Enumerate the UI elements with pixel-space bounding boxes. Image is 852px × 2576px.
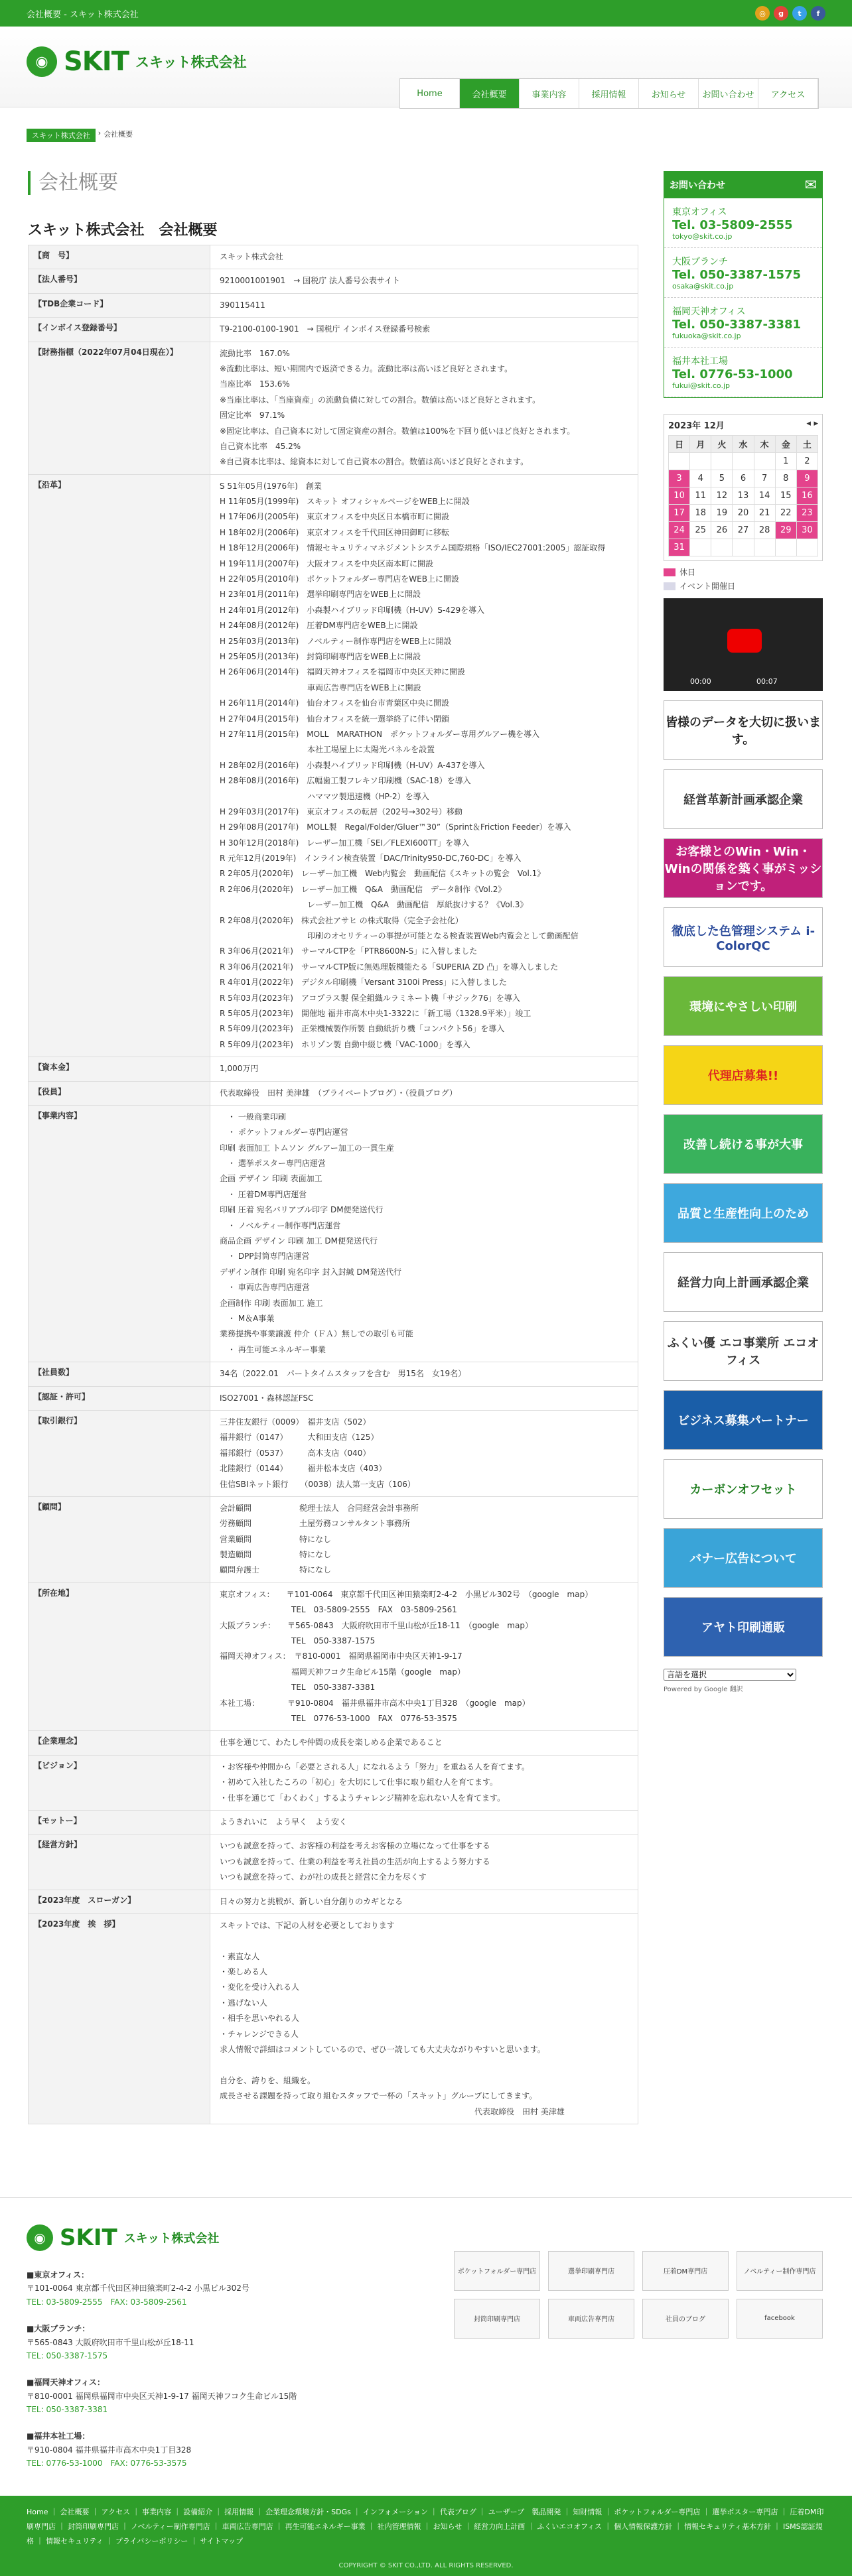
site-logo[interactable] [27,46,247,77]
info-row [29,1810,638,1834]
mail-icon: ✉ [804,176,817,194]
calendar-title: 2023年 12月 [668,421,725,431]
calendar-day: 11 [690,487,711,505]
footer-address [27,2322,425,2362]
side-banner[interactable]: ふくい優 エコ事業所 エコオフィス [664,1321,823,1381]
nav-contact[interactable]: お問い合わせ [699,79,758,108]
calendar-week [669,487,818,505]
nav-business[interactable]: 事業内容 [520,79,579,108]
office-tel[interactable]: Tel. 050-3387-1575 [672,268,802,282]
office-name: 福岡天神オフィス [672,306,746,317]
calendar-day: 16 [796,487,817,505]
footer-address-line: 〒565-0843 大阪府吹田市千里山松が丘18-11 [27,2337,194,2347]
footer-address-tel[interactable]: TEL: 050-3387-3381 [27,2405,108,2415]
footer-address-tel[interactable]: TEL: 050-3387-1575 [27,2351,108,2360]
side-banner[interactable]: お客様とのWin・Win・Winの関係を築く事がミッションです。 [664,838,823,898]
calendar-day: 4 [690,470,711,487]
calendar-day [754,539,775,556]
video-time: 00:00 [690,677,711,686]
info-label: 【事業内容】 [29,1105,210,1362]
google-plus-icon[interactable]: g [774,6,788,21]
side-banner[interactable]: ビジネス募集パートナー [664,1390,823,1450]
nav-recruit[interactable]: 採用情報 [579,79,639,108]
side-banner[interactable]: 環境にやさしい印刷 [664,976,823,1036]
calendar-day [775,539,796,556]
info-row [29,1890,638,1913]
office-mail[interactable]: fukui@skit.co.jp [672,381,730,390]
calendar-day: 14 [754,487,775,505]
calendar-week [669,453,818,470]
twitter-icon[interactable]: t [792,6,807,21]
calendar-week [669,522,818,539]
footer-links[interactable]: Home ｜ 会社概要 ｜ アクセス ｜ 事業内容 ｜ 設備紹介 ｜ 採用情報 ｜ 企業理念環境方針・SDGs ｜ インフォメーション ｜ 代表ブログ ｜ ユーザーブ 製品開発 ｜ 知財情報 ｜ ポケットフォルダー専門店 ｜ 選挙ポスター専門店 ｜ 圧着DM印刷専門店 ｜ 封筒印刷専門店 ｜ ノベルティー制作専門店 ｜ 車両広告専門店 ｜ 再生可能エネルギー事業 ｜ 社内管理情報 ｜ お知らせ ｜ 経営力向上計画 ｜ ふくいエコオフィス ｜ 個人情報保護方針 ｜ 情報セキュリティ基本方針 ｜ ISMS認証規格 ｜ 情報セキュリティ ｜ プライバシーポリシー ｜ サイトマップ [0,2496,852,2558]
side-banner[interactable]: アヤト印刷通販 [664,1597,823,1657]
calendar-day [733,539,754,556]
info-row [29,1582,638,1731]
calendar-day: 22 [775,505,796,522]
calendar-day [690,539,711,556]
info-value: 代表取締役 田村 美津雄 （ブライベートブログ）・（役員ブログ） [210,1081,638,1105]
nav-news[interactable]: お知らせ [639,79,699,108]
info-label: 【取引銀行】 [29,1410,210,1496]
office-item [664,248,822,298]
calendar-weekday: 木 [754,436,775,453]
info-row [29,1386,638,1410]
global-nav [399,78,819,109]
calendar-day [733,453,754,470]
logo-mark-icon: ◉ [27,46,57,77]
video-total: 00:07 [756,677,778,686]
office-tel[interactable]: Tel. 0776-53-1000 [672,367,793,381]
nav-access[interactable]: アクセス [758,79,818,108]
event-swatch [664,582,675,590]
footer-banner[interactable]: 選挙印刷専門店 [548,2251,634,2291]
info-value: 日々の努力と挑戦が、新しい自分創りのカギとなる [210,1890,638,1913]
calendar-day: 19 [711,505,733,522]
calendar-weekday: 金 [775,436,796,453]
info-label: 【2023年度 スローガン】 [29,1890,210,1913]
calendar-nav-icon[interactable]: ◂ ▸ [806,419,818,428]
calendar-day: 15 [775,487,796,505]
sidebar [664,171,823,2124]
footer-address-line: 〒810-0001 福岡県福岡市中央区天神1-9-17 福岡天神フコク生命ビル15階 [27,2391,297,2401]
info-label: 【モットー】 [29,1810,210,1834]
side-banner[interactable]: 皆様のデータを大切に扱います。 [664,700,823,760]
calendar-day: 27 [733,522,754,539]
info-label: 【インボイス登録番号】 [29,318,210,342]
info-value: S 51年05月(1976年) 創業 H 11年05月(1999年) スキット オフィシャルページをWEB上に開設 H 17年06月(2005年) 東京オフィスを中央区日本橋市町に開設 H 18年02月(2006年) 東京オフィスを千代田区神田御町に移転 H 18年12月(2006年) 情報セキュリティマネジメントシステム国際規格「ISO/IEC27001:2005」認証取得 H 19年11月(2007年) 大阪オフィスを中央区南本町に開設 H 22年05月(2010年) ポケットフォルダー専門店をWEB上に開設 H 23年01月(2011年) 選挙印刷専門店をWEB上に開設 H 24年01月(2012年) 小森製ハイブリッド印刷機（H-UV）S-429を導入 H 24年08月(2012年) 圧着DM専門店をWEB上に開設 H 25年03月(2013年) ノベルティー制作専門店をWEB上に開設 H 25年05月(2013年) 封筒印刷専門店をWEB上に開設 H 26年06月(2014年) 福岡天神オフィスを福岡市中央区天神に開設 車両広告専門店をWEB上に開設 H 26年11月(2014年) 仙台オフィスを仙台市青葉区中央に開設 H 27年04月(2015年) 仙台オフィスを統一選挙終了に伴い閉鎖 H 27年11月(2015年) MOLL MARATHON ポケットフォルダー専用グルアー機を導入 本社工場屋上に太陽光パネルを設置 H 28年02月(2016年) 小森製ハイブリッド印刷機（H-UV）A-437を導入 H 28年08月(2016年) 広幅歯工製フレキソ印刷機（SAC-18）を導入 ハママツ製迅速機（HP-2）を導入 H 29年03月(2017年) 東京オフィスの転居（202号→302号）移動 H 29年08月(2017年) MOLL製 Regal/Folder/Gluer™30”（Sprint＆Friction Feeder）を導入 H 30年12月(2018年) レーザー加工機「SEI／FLEXI600TT」を導入 R 元年12月(2019年) インライン検査装置「DAC/Trinity950-DC,760-DC」を導入 R 2年05月(2020年) レーザー加工機 Web内覧会 動画配信《スキットの覧会 Vol.1》 R 2年06月(2020年) レーザー加工機 Q&A 動画配信 データ制作《Vol.2》 レーザー加工機 Q&A 動画配信 厚紙抜けする？《Vol.3》 R 2年08月(2020年) 株式会社アサヒ の株式取得（完全子会社化） 印刷のオセリティーの事提が可能となる検査装置Web内覧会として動画配信 R 3年06月(2021年) サーマルCTPを「PTR8600N-S」に入替しました R 3年06月(2021年) サーマルCTP版に無処理版機能たる「SUPERIA ZD 凸」を導入しました R 4年01月(2022年) デジタル印刷機「Versant 3100i Press」に入替しました R 5年03月(2023年) アコプラス製 保全組織ルラミネート機「サジック76」を導入 R 5年05月(2023年) 開催地 福井市高木中央1-3322に「新工場（1328.9平米）」竣工 R 5年09月(2023年) 正栄機械製作所製 自動紙折り機「コンパクト56」を導入 R 5年09月(2023年) ホリゾン製 自動中綴じ機「VAC-1000」を導入 [210,474,638,1057]
breadcrumb-home[interactable]: スキット株式会社 [27,129,96,142]
calendar-day: 10 [669,487,690,505]
info-value: いつも誠意を持って、お客様の利益を考えお客様の立場になって仕事をする いつも誠意を持って、仕業の利益を考え社員の生活が向上するよう努力する いつも誠意を持って、わが社の成長と経営に全力を尽くす [210,1835,638,1890]
footer-banner[interactable]: 圧着DM専門店 [642,2251,729,2291]
footer-logo-mark-icon: ◉ [27,2224,53,2251]
calendar-weekday: 日 [669,436,690,453]
section-title: スキット株式会社 会社概要 [28,222,218,239]
footer-address-title: ■福井本社工場： [27,2431,90,2441]
footer-address-line: 〒101-0064 東京都千代田区神田猿楽町2-4-2 小黒ビル302号 [27,2284,249,2293]
info-value: スキットでは、下記の人材を必要としております ・素直な人 ・楽しめる人 ・変化を受け入れる人 ・逃げない人 ・相手を思いやれる人 ・チャレンジできる人 求人情報で詳細はコメントしているので、ぜひ一読しても大丈夫ながりやすいと思います。 自分を、誇りを、組織を。 成長させる課題を持って取り組むスタッフで一杯の「スキット」グループにしてきます。 代表取締役 田村 美津雄 [210,1913,638,2124]
footer-banner[interactable]: 社員のブログ [642,2299,729,2339]
info-value: ・お客様や仲間から「必要とされる人」になれるよう「努力」を重ねる人を育てます。 ・初めて入社したころの「初心」を大切にして仕事に取り組む人を育てます。 ・仕事を通じて「わくわく」するようチャレンジ精神を忘れない人を育てます。 [210,1755,638,1810]
calendar-day: 9 [796,470,817,487]
office-item [664,298,822,348]
info-row [29,1057,638,1081]
top-bar [0,0,852,27]
social-links [755,6,825,21]
info-row [29,1081,638,1105]
footer-banner[interactable]: facebook [737,2299,823,2339]
contact-header[interactable] [664,172,822,198]
info-label: 【沿革】 [29,474,210,1057]
footer-address [27,2376,425,2416]
facebook-icon[interactable]: f [811,6,825,21]
office-tel[interactable]: Tel. 050-3387-3381 [672,318,802,332]
video-player[interactable] [664,598,823,691]
calendar-day: 30 [796,522,817,539]
info-label: 【役員】 [29,1081,210,1105]
info-row [29,1362,638,1386]
info-value: ISO27001・森林認証FSC [210,1386,638,1410]
info-label: 【認証・許可】 [29,1386,210,1410]
contact-title: お問い合わせ [670,180,725,191]
info-row [29,245,638,269]
info-value: スキット株式会社 [210,245,638,269]
rss-icon[interactable]: ◎ [755,6,770,21]
calendar-weekday: 水 [733,436,754,453]
side-banner[interactable]: 代理店募集!! [664,1045,823,1105]
legend-event: イベント開催日 [679,582,736,591]
main-content [28,171,638,2124]
calendar-day: 23 [796,505,817,522]
holiday-swatch [664,568,675,576]
footer-banner[interactable]: ポケットフォルダー専門店 [454,2251,540,2291]
office-name: 東京オフィス [672,207,727,218]
calendar-day: 20 [733,505,754,522]
office-name: 福井本社工場 [672,356,728,367]
info-label: 【商 号】 [29,245,210,269]
side-banner[interactable]: バナー広告について [664,1528,823,1588]
logo-text-en: SKIT [64,46,129,77]
info-label: 【2023年度 挨 拶】 [29,1913,210,2124]
info-row [29,1731,638,1755]
office-name: 大阪ブランチ [672,257,728,267]
footer-logo[interactable] [27,2224,825,2251]
info-row [29,1496,638,1582]
info-label: 【顧問】 [29,1496,210,1582]
info-row [29,1835,638,1890]
calendar-week [669,505,818,522]
info-row [29,293,638,317]
footer-address-line: 〒910-0804 福井県福井市高木中央1丁目328 [27,2445,192,2455]
info-value: ようきれいに よう早く よう安く [210,1810,638,1834]
calendar-day: 1 [775,453,796,470]
calendar-day: 25 [690,522,711,539]
info-row [29,1410,638,1496]
footer-banner[interactable]: 封筒印刷専門店 [454,2299,540,2339]
calendar-day: 21 [754,505,775,522]
side-banner[interactable]: カーボンオフセット [664,1459,823,1519]
logo-text-jp: スキット株式会社 [135,54,247,70]
info-label: 【企業理念】 [29,1731,210,1755]
info-value: 三井住友銀行（0009） 福井支店（502） 福井銀行（0147） 大和田支店（125） 福邦銀行（0537） 高木支店（040） 北陸銀行（0144） 福井松本支店（403） 住信SBIネット銀行 （0038）法人第一支店（106） [210,1410,638,1496]
calendar-weekday: 土 [796,436,817,453]
calendar-day: 7 [754,470,775,487]
side-banner[interactable]: 品質と生産性向上のため [664,1183,823,1243]
calendar-day [711,539,733,556]
footer-address-tel[interactable]: TEL: 0776-53-1000 FAX: 0776-53-3575 [27,2459,187,2469]
translate-select[interactable] [664,1669,796,1681]
info-value: ・ 一般商業印刷 ・ ポケットフォルダー専門店運営 印刷 表面加工 トムソン グルアー加工の一貫生産 ・ 選挙ポスター専門店運営 企画 デザイン 印刷 表面加工 ・ 圧着DM専門店運営 印刷 圧着 宛名バリアブル印字 DM便発送代行 ・ ノベルティー制作専門店運営 商品企画 デザイン 印刷 加工 DM便発送代行 ・ DPP封筒専門店運営 デザイン制作 印刷 宛名印字 封入封緘 DM発送代行 ・ 車両広告専門店運営 企画制作 印刷 表面加工 施工 ・ M＆A事業 業務提携や事業譲渡 仲介（ＦＡ）無しでの取引も可能 ・ 再生可能エネルギー事業 [210,1105,638,1362]
calendar-day [796,539,817,556]
side-banner[interactable]: 経営革新計画承認企業 [664,769,823,829]
office-mail[interactable]: tokyo@skit.co.jp [672,232,733,241]
info-value: 流動比率 167.0% ※流動比率は、短い期間内で返済できる力。流動比率は高いほど良好とされます。 当座比率 153.6% ※当座比率は、「当座資産」の流動負債に対しての割合。数値は高いほど良好とされます。 固定比率 97.1% ※固定比率は、自己資本に対して固定資産の割合。数値は100%を下回り低いほど良好とされます。 自己資本比率 45.2% ※自己資本比率は、総資本に対して自己資本の割合。数値は高いほど良好とされます。 [210,342,638,474]
footer-address-title: ■東京オフィス： [27,2270,90,2280]
info-value: 仕事を通じて、わたしや仲間の成長を楽しめる企業であること [210,1731,638,1755]
info-label: 【資本金】 [29,1057,210,1081]
footer-address [27,2429,425,2470]
office-item [664,198,822,248]
footer-logo-jp: スキット株式会社 [123,2231,220,2246]
info-label: 【ビジョン】 [29,1755,210,1810]
info-value: T9-2100-0100-1901 → 国税庁 インボイス登録番号検索 [210,318,638,342]
info-label: 【社員数】 [29,1362,210,1386]
info-row [29,269,638,293]
info-value: 1,000万円 [210,1057,638,1081]
info-row [29,1913,638,2124]
info-value: 東京オフィス： 〒101-0064 東京都千代田区神田猿楽町2-4-2 小黒ビル302号 （google map） TEL 03-5809-2555 FAX 03-5809-2561 大阪ブランチ： 〒565-0843 大阪府吹田市千里山松が丘18-11 （google map） TEL 050-3387-1575 福岡天神オフィス： 〒810-0001 福岡県福岡市中央区天神1-9-17 福岡天神フコク生命ビル15階（google map） TEL 050-3387-3381 本社工場： 〒910-0804 福井県福井市高木中央1丁目328 （google map） TEL 0776-53-1000 FAX 0776-53-3575 [210,1582,638,1731]
calendar-day: 5 [711,470,733,487]
info-label: 【所在地】 [29,1582,210,1731]
calendar-weekday: 火 [711,436,733,453]
info-label: 【財務指標（2022年07月04日現在）】 [29,342,210,474]
calendar-day: 8 [775,470,796,487]
footer-logo-en: SKIT [60,2224,117,2251]
calendar-week [669,470,818,487]
office-mail[interactable]: osaka@skit.co.jp [672,282,734,290]
translate-powered: Powered by Google 翻訳 [664,1686,743,1693]
calendar-day: 29 [775,522,796,539]
info-row [29,318,638,342]
calendar-day: 17 [669,505,690,522]
footer-address-title: ■大阪ブランチ： [27,2324,90,2334]
info-label: 【TDB企業コード】 [29,293,210,317]
office-tel[interactable]: Tel. 03-5809-2555 [672,218,793,232]
footer-address-title: ■福岡天神オフィス： [27,2378,106,2388]
info-value: 会計顧問 税理士法人 合同経営会計事務所 労務顧問 土屋労務コンサルタント事務所 営業顧問 特になし 製造顧問 特になし 顧問弁護士 特になし [210,1496,638,1582]
calendar [664,414,823,561]
info-label: 【法人番号】 [29,269,210,293]
calendar-day [754,453,775,470]
breadcrumb-sep: › [98,129,102,137]
office-item [664,348,822,397]
legend-holiday: 休日 [679,568,696,577]
calendar-weekday: 月 [690,436,711,453]
calendar-day: 26 [711,522,733,539]
side-banner[interactable]: 経営力向上計画承認企業 [664,1252,823,1312]
calendar-day [711,453,733,470]
calendar-day: 28 [754,522,775,539]
calendar-day [690,453,711,470]
calendar-day: 3 [669,470,690,487]
info-value: 9210001001901 → 国税庁 法人番号公表サイト [210,269,638,293]
info-row [29,342,638,474]
calendar-day [669,453,690,470]
info-row [29,1755,638,1810]
top-bar-title: 会社概要 - スキット株式会社 [27,9,139,20]
site-footer [0,2197,852,2496]
footer-banner[interactable]: 車両広告専門店 [548,2299,634,2339]
copyright: COPYRIGHT © SKIT CO.,LTD. ALL RIGHTS RESERVED. [0,2558,852,2576]
play-icon[interactable] [727,629,762,653]
calendar-week [669,539,818,556]
info-label: 【経営方針】 [29,1835,210,1890]
calendar-legend [664,566,823,592]
calendar-day: 6 [733,470,754,487]
footer-address-tel[interactable]: TEL: 03-5809-2555 FAX: 03-5809-2561 [27,2297,187,2307]
calendar-day: 2 [796,453,817,470]
nav-company[interactable]: 会社概要 [460,79,520,108]
page-title: 会社概要 [28,171,638,195]
calendar-day: 12 [711,487,733,505]
calendar-day: 13 [733,487,754,505]
info-value: 34名（2022.01 パートタイムスタッフを含む 男15名 女19名） [210,1362,638,1386]
calendar-day: 31 [669,539,690,556]
info-row [29,1105,638,1362]
footer-banner[interactable]: ノベルティー制作専門店 [737,2251,823,2291]
side-banner[interactable]: 改善し続ける事が大事 [664,1114,823,1174]
contact-box [664,171,823,398]
nav-home[interactable]: Home [400,79,460,108]
breadcrumb [27,129,852,142]
info-value: 390115411 [210,293,638,317]
calendar-day: 24 [669,522,690,539]
side-banner[interactable]: 徹底した色管理システム i-ColorQC [664,907,823,967]
footer-address [27,2268,425,2309]
office-mail[interactable]: fukuoka@skit.co.jp [672,332,741,340]
breadcrumb-current: 会社概要 [104,130,133,139]
company-info-table [28,245,638,2124]
site-header [0,27,852,107]
info-row [29,474,638,1057]
calendar-day: 18 [690,505,711,522]
